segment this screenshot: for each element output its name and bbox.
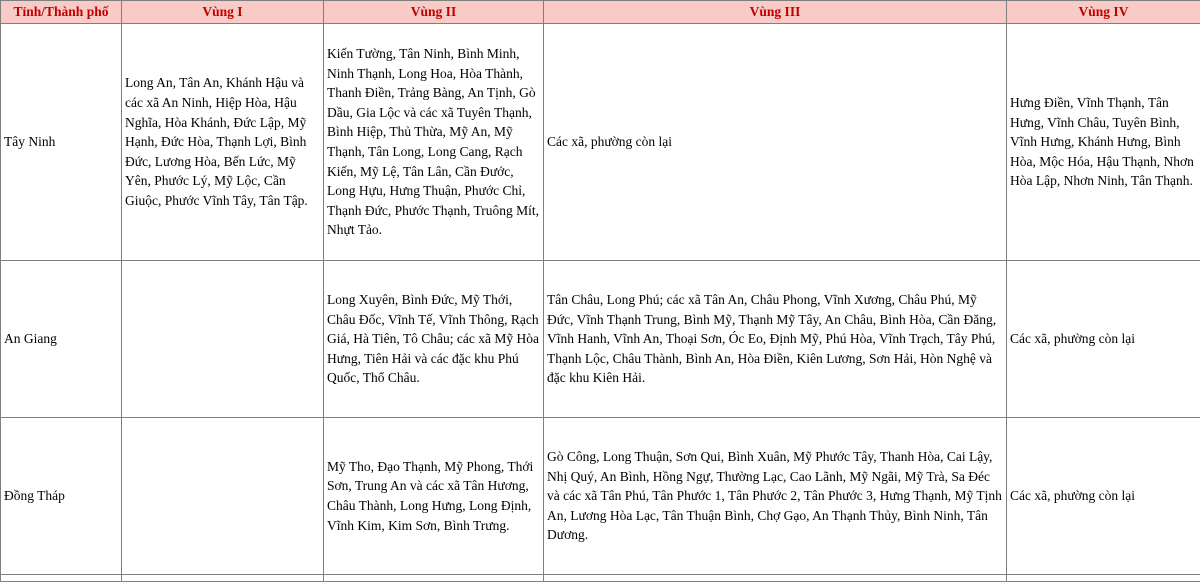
vung-1-cell — [122, 418, 324, 575]
province-cell: An Giang — [1, 261, 122, 418]
header-vung-4: Vùng IV — [1007, 1, 1200, 24]
table-row — [1, 261, 1200, 418]
table-row — [1, 418, 1200, 575]
table-row — [1, 24, 1200, 261]
empty-cell — [544, 575, 1007, 582]
vung-2-cell: Mỹ Tho, Đạo Thạnh, Mỹ Phong, Thới Sơn, Trung An và các xã Tân Hương, Châu Thành, Long Hưng, Long Định, Vĩnh Kim, Kim Sơn, Bình Trưng. — [324, 418, 544, 575]
header-vung-3: Vùng III — [544, 1, 1007, 24]
vung-4-cell: Hưng Điền, Vĩnh Thạnh, Tân Hưng, Vĩnh Châu, Tuyên Bình, Vĩnh Hưng, Khánh Hưng, Bình Hòa, Mộc Hóa, Hậu Thạnh, Nhơn Hòa Lập, Nhơn Ninh, Tân Thạnh. — [1007, 24, 1200, 261]
province-cell: Tây Ninh — [1, 24, 122, 261]
vung-1-cell: Long An, Tân An, Khánh Hậu và các xã An Ninh, Hiệp Hòa, Hậu Nghĩa, Hòa Khánh, Đức Lập, Mỹ Hạnh, Đức Hòa, Thạnh Lợi, Bình Đức, Lương Hòa, Bến Lức, Mỹ Yên, Phước Lý, Mỹ Lộc, Cần Giuộc, Phước Vĩnh Tây, Tân Tập. — [122, 24, 324, 261]
vung-1-cell — [122, 261, 324, 418]
vung-2-cell: Long Xuyên, Bình Đức, Mỹ Thới, Châu Đốc, Vĩnh Tế, Vĩnh Thông, Rạch Giá, Hà Tiên, Tô Châu; các xã Mỹ Hòa Hưng, Tiên Hải và các đặc khu Phú Quốc, Thổ Châu. — [324, 261, 544, 418]
vung-3-cell: Các xã, phường còn lại — [544, 24, 1007, 261]
vung-2-cell: Kiến Tường, Tân Ninh, Bình Minh, Ninh Thạnh, Long Hoa, Hòa Thành, Thanh Điền, Trảng Bàng, An Tịnh, Gò Dầu, Gia Lộc và các xã Tuyên Thạnh, Bình Hiệp, Thủ Thừa, Mỹ An, Mỹ Thạnh, Tân Long, Long Cang, Rạch Kiến, Mỹ Lệ, Tân Lân, Cần Đước, Long Hựu, Hưng Thuận, Phước Chỉ, Thạnh Đức, Phước Thạnh, Truông Mít, Nhựt Tảo. — [324, 24, 544, 261]
header-province: Tỉnh/Thành phố — [1, 1, 122, 24]
table-row-partial — [1, 575, 1200, 582]
empty-cell — [1, 575, 122, 582]
empty-cell — [122, 575, 324, 582]
vung-3-cell: Tân Châu, Long Phú; các xã Tân An, Châu Phong, Vĩnh Xương, Châu Phú, Mỹ Đức, Vĩnh Thạnh Trung, Bình Mỹ, Thạnh Mỹ Tây, An Châu, Bình Hòa, Cần Đăng, Vĩnh Hanh, Vĩnh An, Thoại Sơn, Óc Eo, Định Mỹ, Phú Hòa, Vĩnh Trạch, Tây Phú, Thạnh Lộc, Châu Thành, Bình An, Hòa Điền, Kiên Lương, Sơn Hải, Hòn Nghệ và đặc khu Kiên Hải. — [544, 261, 1007, 418]
empty-cell — [324, 575, 544, 582]
province-cell: Đồng Tháp — [1, 418, 122, 575]
header-vung-2: Vùng II — [324, 1, 544, 24]
vung-3-cell: Gò Công, Long Thuận, Sơn Qui, Bình Xuân, Mỹ Phước Tây, Thanh Hòa, Cai Lậy, Nhị Quý, An Bình, Hồng Ngự, Thường Lạc, Cao Lãnh, Mỹ Ngãi, Mỹ Trà, Sa Đéc và các xã Tân Phú, Tân Phước 1, Tân Phước 2, Tân Phước 3, Hưng Thạnh, Mỹ Tịnh An, Lương Hòa Lạc, Tân Thuận Bình, Chợ Gạo, An Thạnh Thủy, Bình Ninh, Tân Dương. — [544, 418, 1007, 575]
vung-4-cell: Các xã, phường còn lại — [1007, 261, 1200, 418]
empty-cell — [1007, 575, 1200, 582]
header-vung-1: Vùng I — [122, 1, 324, 24]
header-row — [1, 1, 1200, 24]
vung-4-cell: Các xã, phường còn lại — [1007, 418, 1200, 575]
